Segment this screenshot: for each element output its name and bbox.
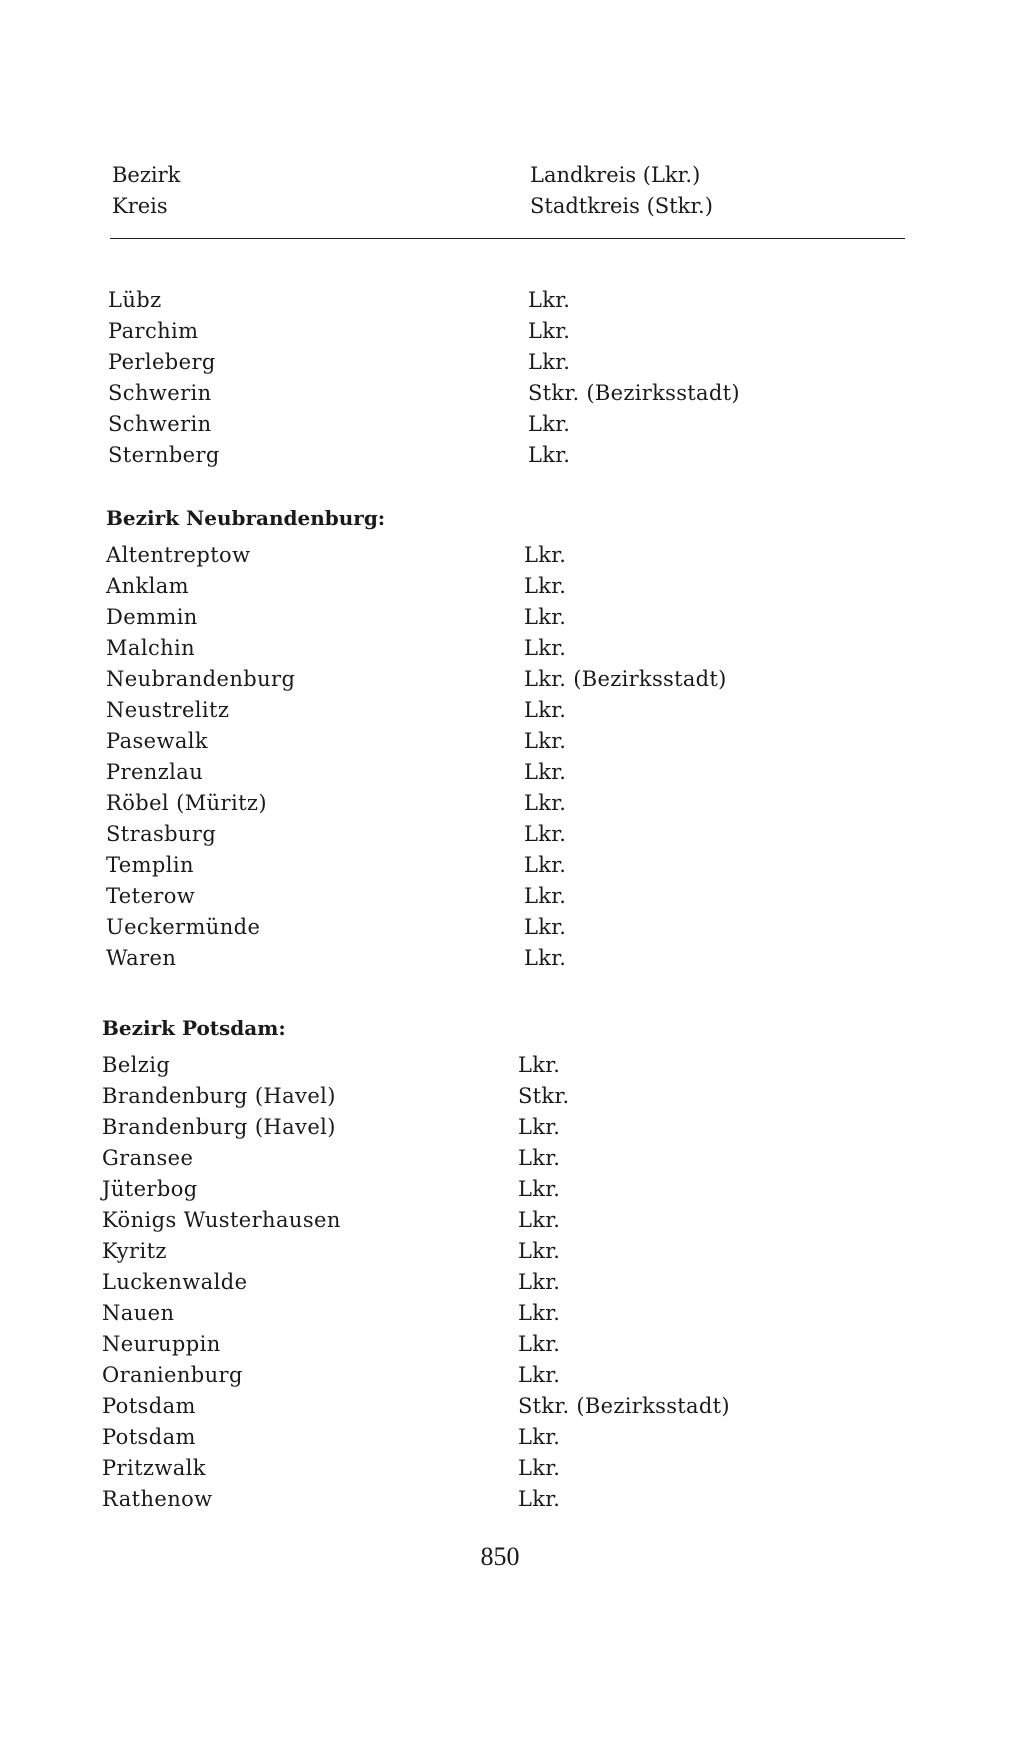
kreis-name: Kyritz [102, 1239, 167, 1263]
kreis-type: Lkr. [518, 1053, 561, 1077]
kreis-type: Lkr. [524, 946, 567, 970]
kreis-name: Brandenburg (Havel) [102, 1084, 336, 1108]
kreis-type: Stkr. (Bezirksstadt) [528, 381, 740, 405]
kreis-type: Stkr. (Bezirksstadt) [518, 1394, 730, 1418]
table-row [106, 912, 567, 943]
section-heading-neubrandenburg: Bezirk Neubrandenburg: [106, 506, 386, 530]
kreis-name: Luckenwalde [102, 1270, 248, 1294]
kreis-name: Röbel (Müritz) [106, 791, 267, 815]
header-stadtkreis-label: Stadtkreis (Stkr.) [530, 194, 713, 218]
kreis-name: Neubrandenburg [106, 667, 296, 691]
kreis-type: Lkr. [528, 319, 571, 343]
kreis-type: Lkr. [518, 1425, 561, 1449]
kreis-name: Pasewalk [106, 729, 209, 753]
kreis-name: Schwerin [108, 412, 212, 436]
kreis-type: Lkr. [524, 605, 567, 629]
kreis-type: Lkr. [524, 853, 567, 877]
table-row [102, 1205, 561, 1236]
table-row [106, 540, 567, 571]
kreis-name: Strasburg [106, 822, 217, 846]
header-kreis-label: Kreis [112, 194, 168, 218]
header-landkreis-label: Landkreis (Lkr.) [530, 163, 701, 187]
kreis-type: Lkr. [518, 1115, 561, 1139]
kreis-name: Neustrelitz [106, 698, 230, 722]
kreis-type: Lkr. [524, 574, 567, 598]
kreis-type: Lkr. [524, 791, 567, 815]
header-right-column [530, 160, 713, 222]
kreis-type: Lkr. [528, 443, 571, 467]
section-neubrandenburg [106, 502, 727, 974]
kreis-type: Lkr. [524, 636, 567, 660]
kreis-name: Jüterbog [102, 1177, 198, 1201]
kreis-name: Templin [106, 853, 194, 877]
table-row [106, 788, 567, 819]
kreis-type: Lkr. [518, 1270, 561, 1294]
header-bezirk-label: Bezirk [112, 163, 181, 187]
kreis-type: Lkr. [524, 822, 567, 846]
kreis-name: Rathenow [102, 1487, 213, 1511]
table-row [106, 850, 567, 881]
table-row [106, 881, 567, 912]
kreis-name: Nauen [102, 1301, 175, 1325]
kreis-type: Lkr. [518, 1301, 561, 1325]
kreis-name: Sternberg [108, 443, 220, 467]
table-row [102, 1484, 561, 1515]
kreis-name: Oranienburg [102, 1363, 243, 1387]
table-row [106, 819, 567, 850]
kreis-name: Ueckermünde [106, 915, 261, 939]
kreis-name: Parchim [108, 319, 199, 343]
kreis-name: Belzig [102, 1053, 171, 1077]
kreis-type: Lkr. [524, 760, 567, 784]
kreis-name: Brandenburg (Havel) [102, 1115, 336, 1139]
kreis-type: Lkr. [524, 698, 567, 722]
kreis-type: Lkr. [518, 1332, 561, 1356]
kreis-name: Prenzlau [106, 760, 204, 784]
kreis-name: Pritzwalk [102, 1456, 206, 1480]
table-row [106, 757, 567, 788]
kreis-name: Teterow [106, 884, 196, 908]
table-row [106, 602, 567, 633]
kreis-name: Altentreptow [106, 543, 251, 567]
header-divider [110, 238, 905, 239]
kreis-type: Lkr. (Bezirksstadt) [524, 667, 727, 691]
kreis-name: Potsdam [102, 1394, 196, 1418]
table-row [106, 726, 567, 757]
table-row [102, 1143, 561, 1174]
table-row [102, 1050, 561, 1081]
table-row [102, 1391, 730, 1422]
kreis-name: Perleberg [108, 350, 216, 374]
kreis-type: Lkr. [528, 350, 571, 374]
kreis-type: Lkr. [524, 884, 567, 908]
table-row [102, 1236, 561, 1267]
section-heading-potsdam: Bezirk Potsdam: [102, 1016, 286, 1040]
table-row [106, 695, 567, 726]
kreis-type: Lkr. [528, 412, 571, 436]
table-row [106, 664, 727, 695]
kreis-type: Lkr. [518, 1239, 561, 1263]
table-row [106, 633, 567, 664]
table-row [102, 1360, 561, 1391]
kreis-name: Potsdam [102, 1425, 196, 1449]
page-number: 850 [480, 1542, 520, 1571]
table-row [106, 571, 567, 602]
table-row [106, 943, 567, 974]
kreis-name: Schwerin [108, 381, 212, 405]
table-header [112, 160, 912, 230]
table-row [102, 1329, 561, 1360]
table-row [102, 1081, 570, 1112]
kreis-name: Malchin [106, 636, 196, 660]
kreis-type: Lkr. [518, 1146, 561, 1170]
kreis-type: Stkr. [518, 1084, 570, 1108]
kreis-name: Anklam [106, 574, 189, 598]
table-row [102, 1422, 561, 1453]
kreis-type: Lkr. [524, 543, 567, 567]
kreis-type: Lkr. [518, 1177, 561, 1201]
table-row [102, 1174, 561, 1205]
kreis-name: Königs Wusterhausen [102, 1208, 341, 1232]
kreis-name: Neuruppin [102, 1332, 221, 1356]
kreis-type: Lkr. [518, 1208, 561, 1232]
kreis-type: Lkr. [528, 288, 571, 312]
kreis-type: Lkr. [524, 915, 567, 939]
kreis-type: Lkr. [518, 1456, 561, 1480]
table-row [102, 1298, 561, 1329]
kreis-type: Lkr. [518, 1487, 561, 1511]
kreis-name: Demmin [106, 605, 198, 629]
section-potsdam [102, 1012, 730, 1515]
header-left-column [112, 160, 180, 222]
kreis-type: Lkr. [518, 1363, 561, 1387]
table-row [102, 1267, 561, 1298]
table-row [102, 1112, 561, 1143]
kreis-name: Gransee [102, 1146, 194, 1170]
kreis-type: Lkr. [524, 729, 567, 753]
kreis-name: Waren [106, 946, 177, 970]
table-row [102, 1453, 561, 1484]
kreis-name: Lübz [108, 288, 162, 312]
